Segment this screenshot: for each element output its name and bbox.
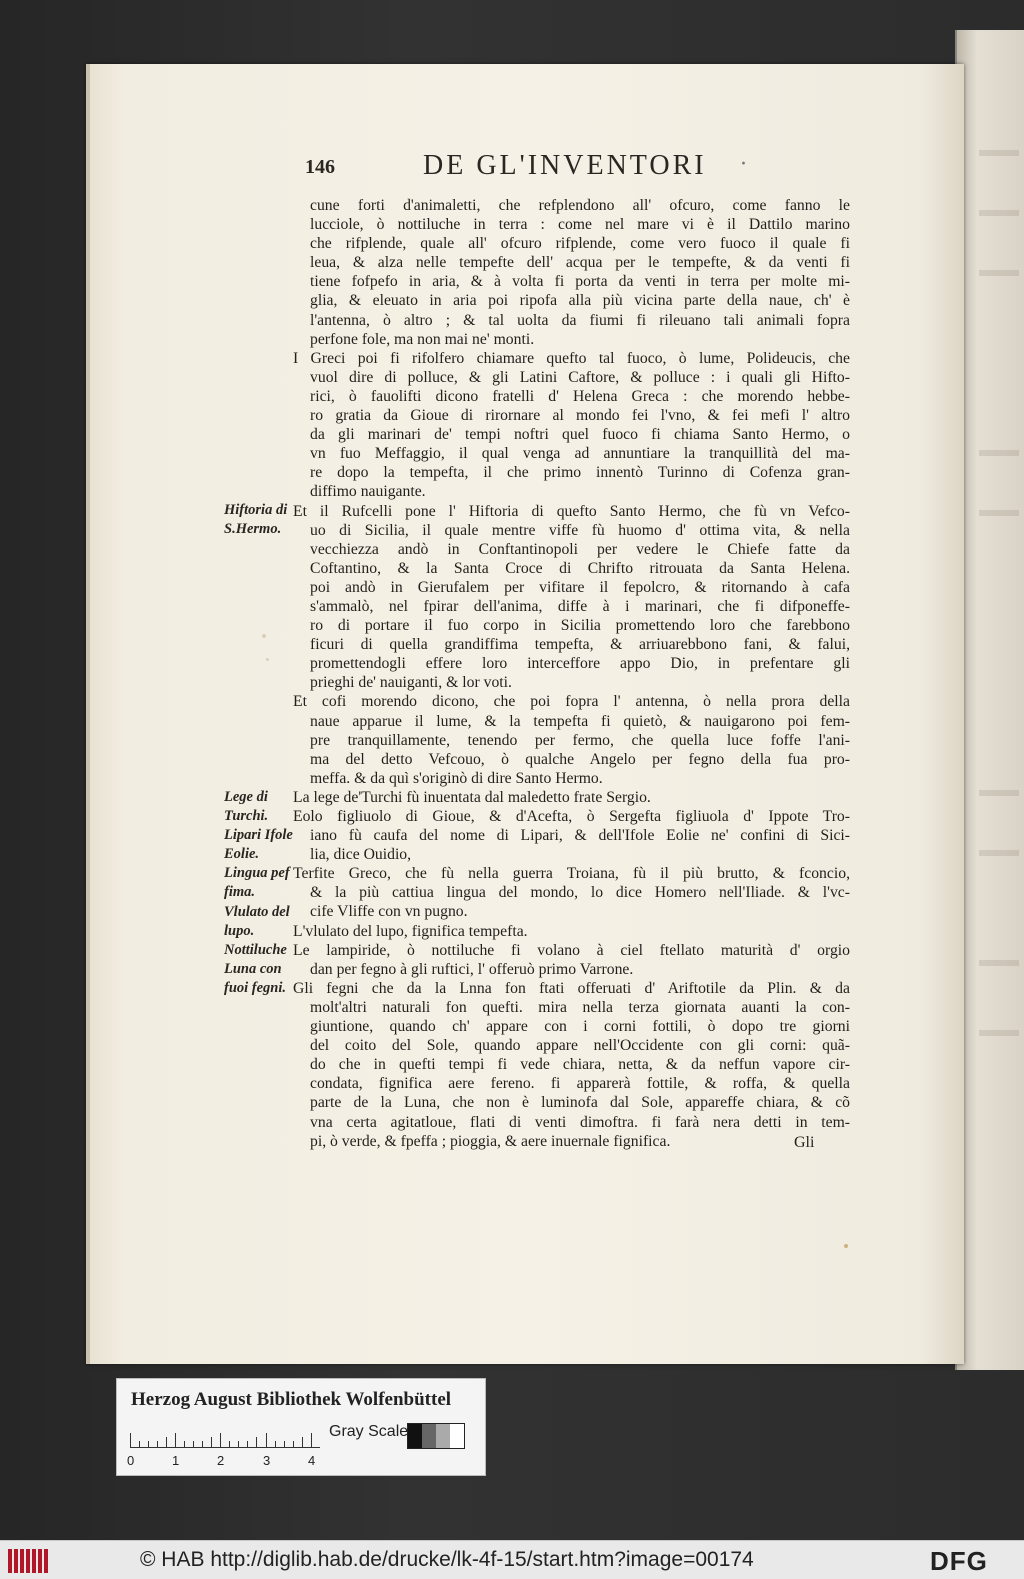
margin-note-line: Nottiluche <box>224 941 287 958</box>
text-line: iano fù caufa del nome di Lipari, & dell'Ifole Eolie ne' confini di Sici- <box>310 827 850 845</box>
book-page <box>86 64 964 1364</box>
text-line: vuol dire di polluce, & gli Latini Caftore, & polluce : i quali gli Hifto- <box>310 368 850 386</box>
text-line: Et cofi morendo dicono, che poi fopra l' antenna, ò nella prora della <box>293 693 850 711</box>
text-line: Le lampiride, ò nottiluche fi volano à ciel ftellato maturità d' orgio <box>293 941 850 959</box>
text-line: naue apparue il lume, & la tempefta fi quietò, & nauigarono poi fem- <box>310 712 850 730</box>
text-line: s'ammalò, nel fpirar dell'anima, diffe à i marinari, che fi difponeffe- <box>310 597 850 615</box>
text-line: glia, & eleuato in aria poi ripofa alla più vicina parte della naue, ch' è <box>310 292 850 310</box>
text-line: La lege de'Turchi fù inuentata dal maledetto frate Sergio. <box>293 788 651 806</box>
footer-url[interactable]: © HAB http://diglib.hab.de/drucke/lk-4f-15/start.htm?image=00174 <box>140 1548 754 1571</box>
ruler-label: 4 <box>308 1453 316 1468</box>
text-line: vecchiezza andò in Conftantinopoli per vedere le Chiefe fatte da <box>310 540 850 558</box>
ruler-label: 3 <box>263 1453 271 1468</box>
margin-note-line: Turchi. <box>224 808 269 825</box>
ink-stain <box>262 634 266 638</box>
gray-scale-swatch <box>407 1423 465 1449</box>
margin-note-line: Vlulato del <box>224 903 290 920</box>
text-line: cune forti d'animaletti, che refplendono all' ofcuro, come fanno le <box>310 197 850 214</box>
catchword: Gli <box>794 1134 815 1151</box>
text-line: del coito del Sole, quando appare nell'Occidente con gli corni: quã- <box>310 1037 850 1055</box>
ink-stain <box>266 658 269 661</box>
margin-note-line: Eolie. <box>224 846 260 863</box>
text-line: parte de la Luna, che non è luminofa dal Sole, appareffe chiara, & cõ <box>310 1094 850 1112</box>
text-line: Coftantino, & la Santa Croce di Chrifto ritrouata da Santa Helena. <box>310 559 850 577</box>
ruler-label: 0 <box>127 1453 135 1468</box>
margin-note <box>224 501 312 539</box>
page-header <box>305 150 865 182</box>
library-color-card <box>116 1378 486 1476</box>
text-line: lucciole, ò nottiluche in terra : come nel mare vi è il Dattilo marino <box>310 216 850 234</box>
margin-note-line: Lingua pef <box>224 865 290 882</box>
margin-note-line: fuoi fegni. <box>224 979 287 996</box>
text-line: vn fuo Meffaggio, il qual venga ad annuntiare la tranquillità del ma- <box>310 445 850 463</box>
library-name: Herzog August Bibliothek Wolfenbüttel <box>131 1389 452 1410</box>
text-line: rici, ò fauolifti dicono fratelli d' Helena Greca : che morendo hebbe- <box>310 387 850 405</box>
running-head: DE GL'INVENTORI <box>423 150 707 181</box>
text-line: da gli marinari de' tempi noftri quel fuoco fi chiama Santo Hermo, o <box>310 426 850 444</box>
text-line: L'vlulato del lupo, fignifica tempefta. <box>293 922 528 940</box>
text-line: do che in quefti tempi fi vede chiara, netta, & da neffun vapore cir- <box>310 1056 850 1074</box>
next-page-edge <box>955 30 1024 1370</box>
text-line: giuntione, quando ch' appare con i corni fottili, ò dopo tre giorni <box>310 1018 850 1036</box>
text-line: vna certa agitatloue, flati di venti dimoftra. fi farà nera detti in tem- <box>310 1113 850 1131</box>
ruler <box>130 1424 320 1448</box>
text-line: condata, fignifica aere fereno. fi apparerà fottile, & roffa, & quella <box>310 1075 850 1093</box>
text-line: uo di Sicilia, il quale mentre viffe fù huomo d' ottima vita, & nella <box>310 521 850 539</box>
ink-stain <box>844 1244 848 1248</box>
ruler-label: 1 <box>172 1453 180 1468</box>
text-line: dan per fegno à gli ruftici, l' offeruò primo Varrone. <box>310 960 634 978</box>
text-line: ma del detto Vefcouo, ò qualche Angelo per fegno della fua pro- <box>310 750 850 768</box>
text-line: Eolo figliuolo di Gioue, & d'Acefta, ò Sergefta figliuola d' Ippote Tro- <box>293 808 850 825</box>
text-line: Terfite Greco, che fù nella guerra Troiana, fù il più brutto, & fconcio, <box>293 865 850 883</box>
margin-note-line: Hiftoria di <box>224 502 288 518</box>
main-text <box>293 196 850 1151</box>
text-line: & la più cattiua lingua del mondo, lo dice Homero nell'Iliade. & l'vc- <box>310 884 850 902</box>
text-line: pre tranquillamente, tenendo per fermo, che quella luce foffe l'ani- <box>310 731 850 749</box>
footer-bar <box>0 1540 1024 1579</box>
text-line: molt'altri naturali fon quefti. mira nella terza giornata auanti la con- <box>310 998 850 1016</box>
text-line: perfone fole, ma non mai ne' monti. <box>310 330 535 348</box>
text-line: cife Vliffe con vn pugno. <box>310 903 468 921</box>
text-line: ro di portare il fuo corpo in Sicilia promettendo loro che farebbono <box>310 617 850 635</box>
margin-note-line: Lipari Ifole <box>224 827 293 844</box>
margin-note-line: fima. <box>224 884 256 901</box>
text-line: promettendogli effere loro interceffore appo Dio, in prefentare gli <box>310 655 850 673</box>
page-number: 146 <box>305 156 335 178</box>
dfg-logo: DFG <box>930 1546 988 1576</box>
text-line: I Greci poi fi rifolfero chiamare quefto tal fuoco, ò lume, Polideucis, che <box>293 349 850 367</box>
text-line: re dopo la tempefta, il che primo innentò Turinno di Cofenza gran- <box>310 464 850 482</box>
text-line: Gli fegni che da la Lnna fon ftati offeruati d' Ariftotile da Plin. & da <box>293 979 850 997</box>
text-line: lia, dice Ouidio, <box>310 846 412 864</box>
text-line: poi andò in Gierufalem per vifitare il fepolcro, & ritornando à cafa <box>310 578 850 596</box>
text-line: prieghi de' nauiganti, & lor voti. <box>310 674 512 692</box>
margin-note <box>224 788 312 998</box>
text-line: ro gratia da Gioue di rirornare al mondo fei l'vno, & fei mefi l' altro <box>310 407 850 425</box>
text-line: leua, & alza nelle tempefte dell' acqua per le tempefte, & da venti fi <box>310 254 850 272</box>
margin-note-line: S.Hermo. <box>224 521 282 538</box>
margin-note-line: Lege di <box>224 789 268 805</box>
text-line: meffa. & da quì s'originò di dire Santo Hermo. <box>310 769 603 787</box>
text-line: Et il Rufcelli pone l' Hiftoria di quefto Santo Hermo, che fù vn Vefco- <box>293 502 850 520</box>
gray-scale-label: Gray Scale <box>329 1423 409 1440</box>
text-line: che rifplende, quale all' ofcuro rifplende, come vero fuoco il quale fi <box>310 235 850 253</box>
ornament-mark: · <box>740 152 747 177</box>
text-line: diffimo nauigante. <box>310 483 426 501</box>
ruler-label: 2 <box>217 1453 225 1468</box>
margin-note-line: Luna con <box>224 960 282 977</box>
margin-note-line: lupo. <box>224 922 255 939</box>
text-line: pi, ò verde, & fpeffa ; pioggia, & aere inuernale fignifica. <box>310 1132 671 1150</box>
text-line: l'antenna, ò altro ; & tal uolta da fiumi fi rileuano tali animali fopra <box>310 311 850 329</box>
hab-logo-icon <box>8 1549 48 1573</box>
text-line: ficuri di quella grandiffima tempefta, & arriuarebbono fani, & falui, <box>310 636 850 654</box>
text-line: tiene fofpefo in aria, & à volta fi porta da venti in terra per molte mi- <box>310 273 850 291</box>
